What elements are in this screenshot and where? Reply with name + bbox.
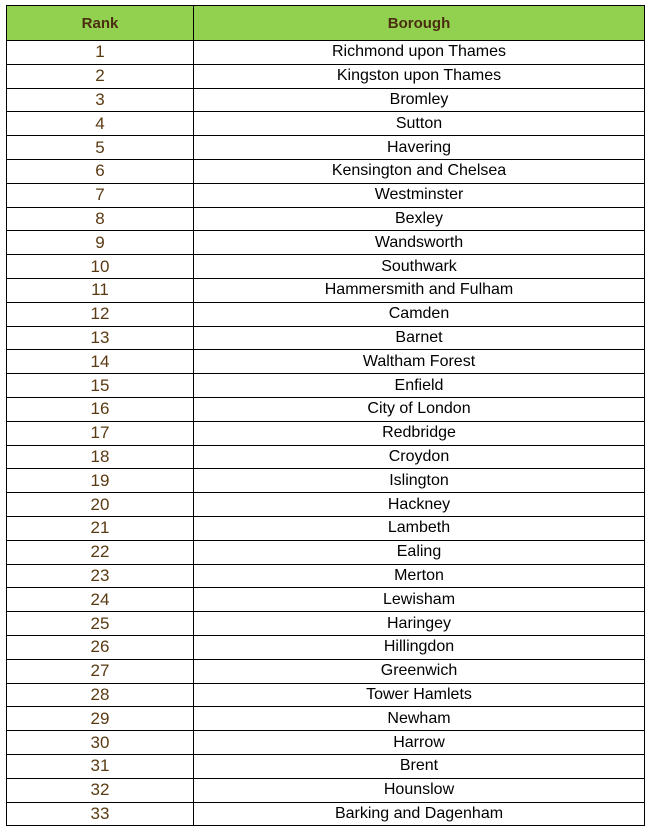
rank-cell: 33 bbox=[7, 802, 194, 826]
rank-cell: 31 bbox=[7, 754, 194, 778]
table-row bbox=[7, 183, 645, 207]
borough-cell: Haringey bbox=[194, 612, 645, 636]
borough-cell: City of London bbox=[194, 397, 645, 421]
table-row bbox=[7, 112, 645, 136]
rank-cell: 24 bbox=[7, 588, 194, 612]
table-row bbox=[7, 445, 645, 469]
borough-cell: Ealing bbox=[194, 540, 645, 564]
table-row bbox=[7, 207, 645, 231]
borough-cell: Hammersmith and Fulham bbox=[194, 278, 645, 302]
borough-cell: Westminster bbox=[194, 183, 645, 207]
table-row bbox=[7, 731, 645, 755]
rank-cell: 12 bbox=[7, 302, 194, 326]
borough-cell: Merton bbox=[194, 564, 645, 588]
borough-cell: Hackney bbox=[194, 493, 645, 517]
borough-cell: Lewisham bbox=[194, 588, 645, 612]
rank-cell: 22 bbox=[7, 540, 194, 564]
table-row bbox=[7, 469, 645, 493]
table-row bbox=[7, 231, 645, 255]
rank-cell: 14 bbox=[7, 350, 194, 374]
table-row bbox=[7, 326, 645, 350]
header-row bbox=[7, 6, 645, 41]
rank-cell: 32 bbox=[7, 778, 194, 802]
rank-column-header: Rank bbox=[7, 6, 194, 41]
rank-cell: 2 bbox=[7, 64, 194, 88]
borough-cell: Wandsworth bbox=[194, 231, 645, 255]
table-row bbox=[7, 659, 645, 683]
rank-cell: 8 bbox=[7, 207, 194, 231]
rank-cell: 15 bbox=[7, 374, 194, 398]
rank-cell: 30 bbox=[7, 731, 194, 755]
table-body bbox=[7, 41, 645, 826]
rank-cell: 26 bbox=[7, 635, 194, 659]
table-row bbox=[7, 754, 645, 778]
table-row bbox=[7, 493, 645, 517]
table-row bbox=[7, 64, 645, 88]
rank-cell: 13 bbox=[7, 326, 194, 350]
borough-cell: Barking and Dagenham bbox=[194, 802, 645, 826]
table-row bbox=[7, 635, 645, 659]
borough-cell: Sutton bbox=[194, 112, 645, 136]
table-row bbox=[7, 564, 645, 588]
borough-cell: Richmond upon Thames bbox=[194, 41, 645, 65]
borough-cell: Brent bbox=[194, 754, 645, 778]
rank-cell: 17 bbox=[7, 421, 194, 445]
borough-cell: Croydon bbox=[194, 445, 645, 469]
table-row bbox=[7, 588, 645, 612]
table-row bbox=[7, 516, 645, 540]
rank-cell: 21 bbox=[7, 516, 194, 540]
borough-cell: Kensington and Chelsea bbox=[194, 159, 645, 183]
table-row bbox=[7, 350, 645, 374]
table-row bbox=[7, 540, 645, 564]
rank-cell: 3 bbox=[7, 88, 194, 112]
borough-cell: Hounslow bbox=[194, 778, 645, 802]
borough-cell: Bexley bbox=[194, 207, 645, 231]
rank-cell: 5 bbox=[7, 136, 194, 160]
borough-cell: Tower Hamlets bbox=[194, 683, 645, 707]
borough-cell: Barnet bbox=[194, 326, 645, 350]
borough-cell: Harrow bbox=[194, 731, 645, 755]
rank-cell: 1 bbox=[7, 41, 194, 65]
rank-cell: 7 bbox=[7, 183, 194, 207]
borough-cell: Waltham Forest bbox=[194, 350, 645, 374]
table-row bbox=[7, 159, 645, 183]
borough-cell: Lambeth bbox=[194, 516, 645, 540]
rank-cell: 28 bbox=[7, 683, 194, 707]
table-row bbox=[7, 278, 645, 302]
table-row bbox=[7, 778, 645, 802]
borough-cell: Newham bbox=[194, 707, 645, 731]
borough-cell: Bromley bbox=[194, 88, 645, 112]
table-row bbox=[7, 374, 645, 398]
borough-cell: Redbridge bbox=[194, 421, 645, 445]
borough-cell: Hillingdon bbox=[194, 635, 645, 659]
rank-cell: 16 bbox=[7, 397, 194, 421]
borough-cell: Havering bbox=[194, 136, 645, 160]
rank-cell: 19 bbox=[7, 469, 194, 493]
table-row bbox=[7, 88, 645, 112]
table-row bbox=[7, 683, 645, 707]
borough-cell: Greenwich bbox=[194, 659, 645, 683]
table-row bbox=[7, 136, 645, 160]
table-row bbox=[7, 302, 645, 326]
rank-cell: 20 bbox=[7, 493, 194, 517]
borough-cell: Southwark bbox=[194, 255, 645, 279]
rank-cell: 11 bbox=[7, 278, 194, 302]
table-row bbox=[7, 612, 645, 636]
rank-cell: 23 bbox=[7, 564, 194, 588]
borough-column-header: Borough bbox=[194, 6, 645, 41]
table-row bbox=[7, 41, 645, 65]
table-row bbox=[7, 802, 645, 826]
rank-cell: 10 bbox=[7, 255, 194, 279]
table-row bbox=[7, 707, 645, 731]
rank-cell: 18 bbox=[7, 445, 194, 469]
table-row bbox=[7, 397, 645, 421]
rank-cell: 4 bbox=[7, 112, 194, 136]
rank-cell: 25 bbox=[7, 612, 194, 636]
rank-cell: 9 bbox=[7, 231, 194, 255]
borough-cell: Kingston upon Thames bbox=[194, 64, 645, 88]
borough-cell: Islington bbox=[194, 469, 645, 493]
table-row bbox=[7, 255, 645, 279]
borough-cell: Camden bbox=[194, 302, 645, 326]
rank-cell: 27 bbox=[7, 659, 194, 683]
borough-ranking-table bbox=[6, 5, 645, 826]
table-row bbox=[7, 421, 645, 445]
borough-cell: Enfield bbox=[194, 374, 645, 398]
rank-cell: 29 bbox=[7, 707, 194, 731]
rank-cell: 6 bbox=[7, 159, 194, 183]
